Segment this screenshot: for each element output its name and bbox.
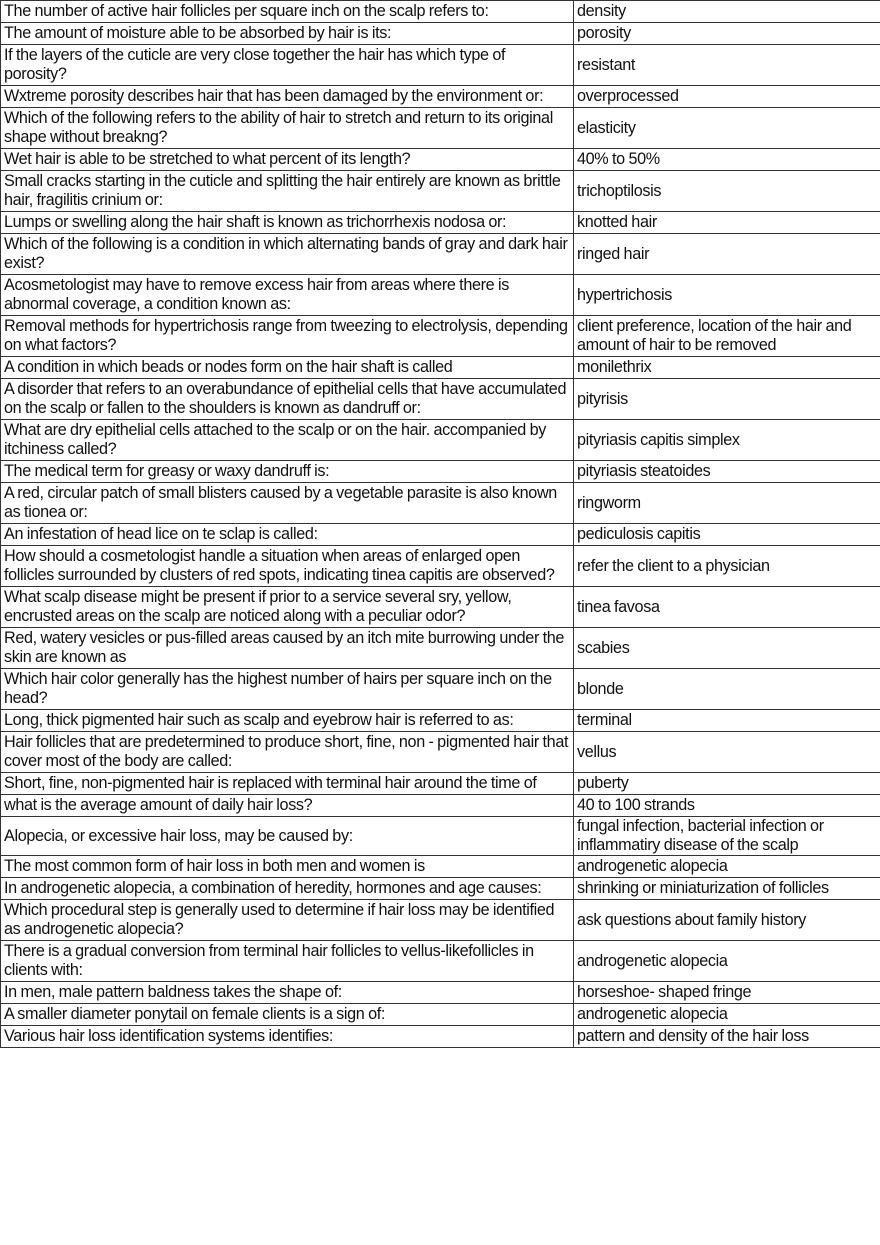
table-row [1, 483, 880, 524]
table-body [1, 1, 880, 1048]
answer-cell: elasticity [574, 108, 880, 149]
table-row [1, 628, 880, 669]
answer-cell: pityriasis capitis simplex [574, 420, 880, 461]
table-row [1, 710, 880, 732]
answer-cell: client preference, location of the hair and amount of hair to be removed [574, 316, 880, 357]
question-cell: Red, watery vesicles or pus-filled areas caused by an itch mite burrowing under the skin are known as [1, 628, 574, 669]
table-row [1, 23, 880, 45]
table-row [1, 941, 880, 982]
question-cell: In men, male pattern baldness takes the shape of: [1, 982, 574, 1004]
table-row [1, 420, 880, 461]
question-cell: Long, thick pigmented hair such as scalp and eyebrow hair is referred to as: [1, 710, 574, 732]
table-row [1, 878, 880, 900]
table-row [1, 669, 880, 710]
table-row [1, 212, 880, 234]
answer-cell: terminal [574, 710, 880, 732]
answer-cell: 40 to 100 strands [574, 795, 880, 817]
answer-cell: fungal infection, bacterial infection or inflammatiry disease of the scalp [574, 817, 880, 856]
answer-cell: density [574, 1, 880, 23]
question-cell: A red, circular patch of small blisters caused by a vegetable parasite is also known as tionea or: [1, 483, 574, 524]
table-row [1, 587, 880, 628]
table-row [1, 546, 880, 587]
answer-cell: androgenetic alopecia [574, 1004, 880, 1026]
question-cell: Acosmetologist may have to remove excess hair from areas where there is abnormal coverage, a condition known as: [1, 275, 574, 316]
table-row [1, 357, 880, 379]
answer-cell: puberty [574, 773, 880, 795]
question-cell: A smaller diameter ponytail on female clients is a sign of: [1, 1004, 574, 1026]
answer-cell: refer the client to a physician [574, 546, 880, 587]
question-cell: Short, fine, non-pigmented hair is replaced with terminal hair around the time of [1, 773, 574, 795]
table-row [1, 149, 880, 171]
table-row [1, 108, 880, 149]
question-cell: The most common form of hair loss in both men and women is [1, 856, 574, 878]
answer-cell: ask questions about family history [574, 900, 880, 941]
table-row [1, 1, 880, 23]
answer-cell: horseshoe- shaped fringe [574, 982, 880, 1004]
question-cell: What are dry epithelial cells attached to the scalp or on the hair. accompanied by itchiness called? [1, 420, 574, 461]
question-cell: A condition in which beads or nodes form on the hair shaft is called [1, 357, 574, 379]
table-row [1, 171, 880, 212]
question-cell: Which of the following is a condition in which alternating bands of gray and dark hair exist? [1, 234, 574, 275]
question-cell: An infestation of head lice on te sclap is called: [1, 524, 574, 546]
answer-cell: knotted hair [574, 212, 880, 234]
table-row [1, 86, 880, 108]
question-cell: Lumps or swelling along the hair shaft is known as trichorrhexis nodosa or: [1, 212, 574, 234]
table-row [1, 461, 880, 483]
answer-cell: blonde [574, 669, 880, 710]
table-row [1, 795, 880, 817]
question-cell: The medical term for greasy or waxy dandruff is: [1, 461, 574, 483]
table-row [1, 856, 880, 878]
answer-cell: vellus [574, 732, 880, 773]
answer-cell: ringed hair [574, 234, 880, 275]
table-row [1, 982, 880, 1004]
answer-cell: androgenetic alopecia [574, 941, 880, 982]
table-row [1, 524, 880, 546]
question-cell: Small cracks starting in the cuticle and splitting the hair entirely are known as brittle hair, fragilitis crinium or: [1, 171, 574, 212]
question-cell: what is the average amount of daily hair loss? [1, 795, 574, 817]
answer-cell: resistant [574, 45, 880, 86]
answer-cell: hypertrichosis [574, 275, 880, 316]
answer-cell: monilethrix [574, 357, 880, 379]
question-cell: The amount of moisture able to be absorbed by hair is its: [1, 23, 574, 45]
answer-cell: pediculosis capitis [574, 524, 880, 546]
question-cell: What scalp disease might be present if prior to a service several sry, yellow, encrusted areas on the scalp are noticed along with a peculiar odor? [1, 587, 574, 628]
answer-cell: androgenetic alopecia [574, 856, 880, 878]
question-cell: Which of the following refers to the ability of hair to stretch and return to its original shape without breakng? [1, 108, 574, 149]
question-cell: In androgenetic alopecia, a combination of heredity, hormones and age causes: [1, 878, 574, 900]
question-cell: Which hair color generally has the highest number of hairs per square inch on the head? [1, 669, 574, 710]
table-row [1, 234, 880, 275]
question-cell: Wxtreme porosity describes hair that has been damaged by the environment or: [1, 86, 574, 108]
answer-cell: trichoptilosis [574, 171, 880, 212]
table-row [1, 316, 880, 357]
answer-cell: pityrisis [574, 379, 880, 420]
table-row [1, 732, 880, 773]
answer-cell: 40% to 50% [574, 149, 880, 171]
question-cell: Alopecia, or excessive hair loss, may be caused by: [1, 817, 574, 856]
question-cell: A disorder that refers to an overabundance of epithelial cells that have accumulated on the scalp or fallen to the shoulders is known as dandruff or: [1, 379, 574, 420]
question-cell: There is a gradual conversion from terminal hair follicles to vellus-likefollicles in clients with: [1, 941, 574, 982]
table-row [1, 45, 880, 86]
answer-cell: scabies [574, 628, 880, 669]
question-cell: Removal methods for hypertrichosis range from tweezing to electrolysis, depending on what factors? [1, 316, 574, 357]
answer-cell: ringworm [574, 483, 880, 524]
question-cell: Wet hair is able to be stretched to what percent of its length? [1, 149, 574, 171]
question-cell: The number of active hair follicles per square inch on the scalp refers to: [1, 1, 574, 23]
table-row [1, 817, 880, 856]
table-row [1, 1026, 880, 1048]
question-cell: Hair follicles that are predetermined to produce short, fine, non - pigmented hair that cover most of the body are called: [1, 732, 574, 773]
answer-cell: shrinking or miniaturization of follicles [574, 878, 880, 900]
question-cell: Various hair loss identification systems identifies: [1, 1026, 574, 1048]
question-cell: How should a cosmetologist handle a situation when areas of enlarged open follicles surrounded by clusters of red spots, indicating tinea capitis are observed? [1, 546, 574, 587]
table-row [1, 275, 880, 316]
answer-cell: pattern and density of the hair loss [574, 1026, 880, 1048]
answer-cell: tinea favosa [574, 587, 880, 628]
question-cell: If the layers of the cuticle are very close together the hair has which type of porosity? [1, 45, 574, 86]
table-row [1, 900, 880, 941]
question-cell: Which procedural step is generally used to determine if hair loss may be identified as androgenetic alopecia? [1, 900, 574, 941]
answer-cell: porosity [574, 23, 880, 45]
answer-cell: overprocessed [574, 86, 880, 108]
table-row [1, 1004, 880, 1026]
table-row [1, 379, 880, 420]
table-row [1, 773, 880, 795]
answer-cell: pityriasis steatoides [574, 461, 880, 483]
